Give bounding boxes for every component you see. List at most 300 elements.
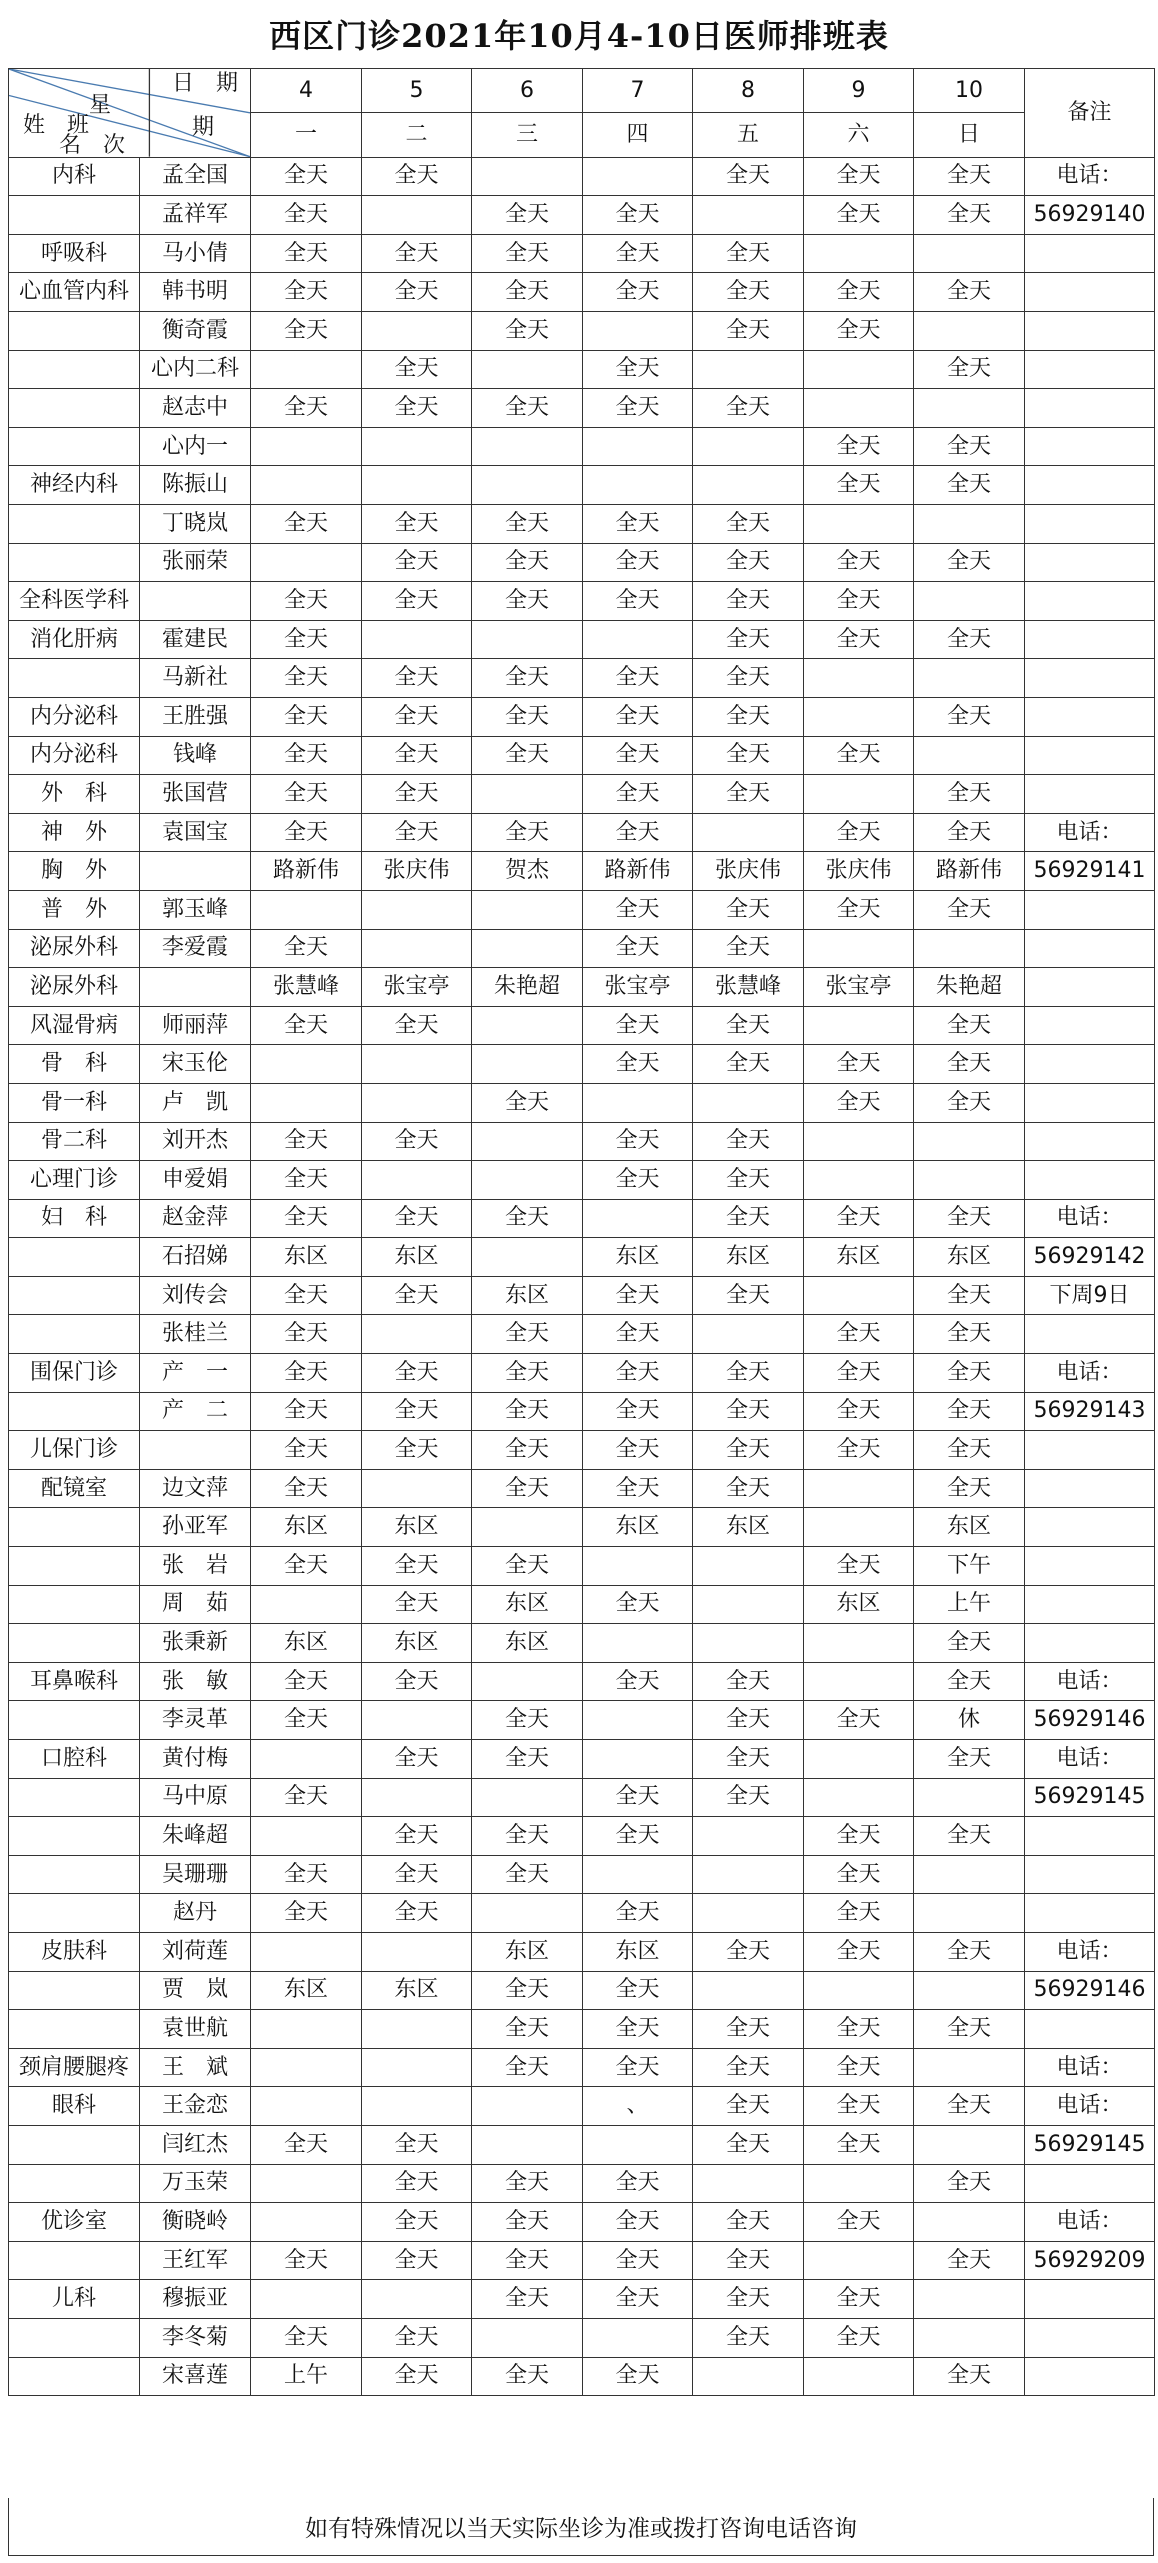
shift-cell: 全天 bbox=[583, 196, 693, 235]
shift-cell bbox=[583, 1547, 693, 1586]
date-cell: 10 bbox=[914, 69, 1025, 113]
shift-cell bbox=[693, 196, 804, 235]
schedule-row bbox=[9, 1122, 1155, 1161]
shift-cell bbox=[914, 2125, 1025, 2164]
shift-cell bbox=[583, 1083, 693, 1122]
remark-cell bbox=[1025, 1508, 1155, 1547]
shift-cell: 全天 bbox=[472, 2010, 583, 2049]
shift-cell: 全天 bbox=[583, 1354, 693, 1393]
shift-cell: 全天 bbox=[583, 2357, 693, 2396]
department-cell: 儿保门诊 bbox=[9, 1431, 140, 1470]
shift-cell: 全天 bbox=[914, 1276, 1025, 1315]
shift-cell: 全天 bbox=[583, 1276, 693, 1315]
shift-cell: 全天 bbox=[804, 813, 914, 852]
remark-cell bbox=[1025, 659, 1155, 698]
shift-cell: 全天 bbox=[362, 505, 472, 544]
doctor-name-cell: 产 一 bbox=[140, 1354, 251, 1393]
shift-cell: 全天 bbox=[804, 736, 914, 775]
shift-cell: 全天 bbox=[804, 1315, 914, 1354]
shift-cell: 全天 bbox=[804, 312, 914, 351]
remark-cell bbox=[1025, 1006, 1155, 1045]
remark-cell: 56929209 bbox=[1025, 2241, 1155, 2280]
schedule-row bbox=[9, 929, 1155, 968]
department-cell bbox=[9, 427, 140, 466]
schedule-row bbox=[9, 312, 1155, 351]
shift-cell bbox=[472, 1122, 583, 1161]
shift-cell: 全天 bbox=[914, 1431, 1025, 1470]
shift-cell: 全天 bbox=[804, 157, 914, 196]
shift-cell: 张宝亭 bbox=[583, 968, 693, 1007]
schedule-row bbox=[9, 736, 1155, 775]
shift-cell: 全天 bbox=[362, 1894, 472, 1933]
shift-cell: 全天 bbox=[583, 2241, 693, 2280]
remark-cell: 电话： bbox=[1025, 1354, 1155, 1393]
shift-cell: 全天 bbox=[251, 1276, 362, 1315]
shift-cell bbox=[914, 2203, 1025, 2242]
shift-cell: 全天 bbox=[693, 697, 804, 736]
shift-cell: 全天 bbox=[362, 813, 472, 852]
shift-cell bbox=[362, 1778, 472, 1817]
schedule-row bbox=[9, 1508, 1155, 1547]
shift-cell: 全天 bbox=[251, 1547, 362, 1586]
doctor-name-cell: 刘荷莲 bbox=[140, 1932, 251, 1971]
shift-cell: 朱艳超 bbox=[472, 968, 583, 1007]
doctor-name-cell: 赵志中 bbox=[140, 389, 251, 428]
shift-cell: 全天 bbox=[583, 1122, 693, 1161]
shift-cell: 全天 bbox=[583, 1469, 693, 1508]
shift-cell: 东区 bbox=[251, 1508, 362, 1547]
doctor-name-cell: 王胜强 bbox=[140, 697, 251, 736]
shift-cell bbox=[583, 312, 693, 351]
doctor-name-cell: 周 茹 bbox=[140, 1585, 251, 1624]
doctor-name-cell: 张丽荣 bbox=[140, 543, 251, 582]
schedule-row bbox=[9, 2048, 1155, 2087]
doctor-name-cell: 石招娣 bbox=[140, 1238, 251, 1277]
corner-name-label-2: 名 次 bbox=[59, 133, 126, 158]
shift-cell: 东区 bbox=[693, 1238, 804, 1277]
weekday-cell: 六 bbox=[804, 113, 914, 157]
shift-cell: 全天 bbox=[583, 1161, 693, 1200]
shift-cell bbox=[804, 505, 914, 544]
department-cell bbox=[9, 1778, 140, 1817]
doctor-name-cell: 闫红杰 bbox=[140, 2125, 251, 2164]
remark-cell: 电话： bbox=[1025, 1199, 1155, 1238]
schedule-table bbox=[8, 68, 1155, 2396]
schedule-row bbox=[9, 505, 1155, 544]
shift-cell: 全天 bbox=[362, 1392, 472, 1431]
shift-cell bbox=[472, 157, 583, 196]
department-cell: 妇 科 bbox=[9, 1199, 140, 1238]
schedule-row bbox=[9, 2357, 1155, 2396]
shift-cell bbox=[362, 427, 472, 466]
shift-cell: 全天 bbox=[804, 196, 914, 235]
shift-cell: 东区 bbox=[804, 1585, 914, 1624]
shift-cell: 全天 bbox=[583, 2280, 693, 2319]
shift-cell: 全天 bbox=[914, 2357, 1025, 2396]
shift-cell: 全天 bbox=[472, 697, 583, 736]
shift-cell: 全天 bbox=[472, 1469, 583, 1508]
doctor-name-cell: 宋喜莲 bbox=[140, 2357, 251, 2396]
remark-cell bbox=[1025, 273, 1155, 312]
doctor-name-cell: 孙亚军 bbox=[140, 1508, 251, 1547]
shift-cell: 全天 bbox=[914, 620, 1025, 659]
doctor-name-cell bbox=[140, 968, 251, 1007]
shift-cell: 全天 bbox=[804, 273, 914, 312]
shift-cell: 全天 bbox=[362, 697, 472, 736]
department-cell: 内分泌科 bbox=[9, 697, 140, 736]
remark-cell: 56929142 bbox=[1025, 1238, 1155, 1277]
shift-cell: 全天 bbox=[362, 1817, 472, 1856]
shift-cell: 全天 bbox=[251, 697, 362, 736]
shift-cell: 全天 bbox=[362, 389, 472, 428]
remark-cell bbox=[1025, 2318, 1155, 2357]
shift-cell: 全天 bbox=[583, 505, 693, 544]
remark-cell bbox=[1025, 1469, 1155, 1508]
schedule-row bbox=[9, 775, 1155, 814]
shift-cell bbox=[362, 929, 472, 968]
shift-cell bbox=[472, 1161, 583, 1200]
shift-cell: 全天 bbox=[804, 2318, 914, 2357]
department-cell bbox=[9, 350, 140, 389]
remark-cell bbox=[1025, 1547, 1155, 1586]
schedule-row bbox=[9, 620, 1155, 659]
doctor-name-cell: 陈振山 bbox=[140, 466, 251, 505]
shift-cell bbox=[583, 1740, 693, 1779]
department-cell: 围保门诊 bbox=[9, 1354, 140, 1393]
shift-cell: 全天 bbox=[914, 2087, 1025, 2126]
shift-cell: 全天 bbox=[583, 929, 693, 968]
shift-cell: 全天 bbox=[362, 2241, 472, 2280]
doctor-name-cell: 丁晓岚 bbox=[140, 505, 251, 544]
doctor-name-cell: 赵丹 bbox=[140, 1894, 251, 1933]
doctor-name-cell: 孟祥军 bbox=[140, 196, 251, 235]
shift-cell: 全天 bbox=[251, 620, 362, 659]
shift-cell: 全天 bbox=[804, 1701, 914, 1740]
shift-cell bbox=[693, 1855, 804, 1894]
schedule-row bbox=[9, 234, 1155, 273]
department-cell: 皮肤科 bbox=[9, 1932, 140, 1971]
shift-cell: 全天 bbox=[583, 1894, 693, 1933]
shift-cell bbox=[251, 427, 362, 466]
shift-cell: 全天 bbox=[362, 2164, 472, 2203]
shift-cell bbox=[804, 350, 914, 389]
schedule-row bbox=[9, 1817, 1155, 1856]
shift-cell: 朱艳超 bbox=[914, 968, 1025, 1007]
shift-cell: 全天 bbox=[251, 1161, 362, 1200]
remark-cell bbox=[1025, 1624, 1155, 1663]
schedule-row bbox=[9, 1894, 1155, 1933]
shift-cell bbox=[472, 1045, 583, 1084]
shift-cell: 全天 bbox=[914, 1932, 1025, 1971]
remark-cell: 下周9日 bbox=[1025, 1276, 1155, 1315]
shift-cell: 全天 bbox=[583, 1778, 693, 1817]
shift-cell bbox=[251, 1045, 362, 1084]
shift-cell: 全天 bbox=[693, 1276, 804, 1315]
remark-cell bbox=[1025, 1161, 1155, 1200]
shift-cell: 全天 bbox=[583, 234, 693, 273]
doctor-name-cell: 张桂兰 bbox=[140, 1315, 251, 1354]
shift-cell: 全天 bbox=[362, 1122, 472, 1161]
doctor-name-cell bbox=[140, 1431, 251, 1470]
shift-cell: 全天 bbox=[251, 312, 362, 351]
shift-cell: 全天 bbox=[583, 543, 693, 582]
department-cell bbox=[9, 2010, 140, 2049]
remark-cell bbox=[1025, 736, 1155, 775]
shift-cell: 全天 bbox=[472, 1701, 583, 1740]
shift-cell: 全天 bbox=[362, 1855, 472, 1894]
shift-cell bbox=[583, 1624, 693, 1663]
department-cell bbox=[9, 1701, 140, 1740]
shift-cell: 全天 bbox=[472, 1354, 583, 1393]
schedule-row bbox=[9, 1238, 1155, 1277]
department-cell: 呼吸科 bbox=[9, 234, 140, 273]
shift-cell: 全天 bbox=[693, 1122, 804, 1161]
shift-cell bbox=[693, 427, 804, 466]
shift-cell: 全天 bbox=[914, 1624, 1025, 1663]
schedule-row bbox=[9, 2280, 1155, 2319]
shift-cell bbox=[472, 2125, 583, 2164]
footer-note: 如有特殊情况以当天实际坐诊为准或拨打咨询电话咨询 bbox=[8, 2498, 1154, 2556]
department-cell bbox=[9, 2125, 140, 2164]
department-cell: 骨 科 bbox=[9, 1045, 140, 1084]
shift-cell: 全天 bbox=[914, 1199, 1025, 1238]
page-title: 西区门诊2021年10月4-10日医师排班表 bbox=[269, 17, 889, 55]
shift-cell bbox=[804, 389, 914, 428]
shift-cell: 全天 bbox=[362, 350, 472, 389]
department-cell: 风湿骨病 bbox=[9, 1006, 140, 1045]
shift-cell bbox=[583, 1701, 693, 1740]
remark-cell bbox=[1025, 1817, 1155, 1856]
schedule-row bbox=[9, 389, 1155, 428]
shift-cell bbox=[472, 427, 583, 466]
shift-cell: 全天 bbox=[362, 1662, 472, 1701]
shift-cell: 全天 bbox=[472, 2280, 583, 2319]
shift-cell: 全天 bbox=[472, 1817, 583, 1856]
doctor-name-cell: 马新社 bbox=[140, 659, 251, 698]
shift-cell bbox=[362, 890, 472, 929]
doctor-name-cell: 王 斌 bbox=[140, 2048, 251, 2087]
schedule-row bbox=[9, 1932, 1155, 1971]
shift-cell bbox=[693, 466, 804, 505]
remark-cell: 56929143 bbox=[1025, 1392, 1155, 1431]
shift-cell: 全天 bbox=[693, 273, 804, 312]
shift-cell bbox=[472, 2087, 583, 2126]
shift-cell: 全天 bbox=[583, 1431, 693, 1470]
shift-cell bbox=[804, 1624, 914, 1663]
shift-cell: 全天 bbox=[914, 1354, 1025, 1393]
department-cell bbox=[9, 389, 140, 428]
shift-cell: 全天 bbox=[693, 1354, 804, 1393]
remark-cell: 电话： bbox=[1025, 157, 1155, 196]
shift-cell: 全天 bbox=[583, 2203, 693, 2242]
schedule-row bbox=[9, 1624, 1155, 1663]
shift-cell: 全天 bbox=[251, 1662, 362, 1701]
weekday-cell: 五 bbox=[693, 113, 804, 157]
shift-cell: 全天 bbox=[914, 813, 1025, 852]
department-cell: 泌尿外科 bbox=[9, 968, 140, 1007]
shift-cell: 张慧峰 bbox=[693, 968, 804, 1007]
shift-cell: 全天 bbox=[693, 1701, 804, 1740]
shift-cell bbox=[583, 427, 693, 466]
shift-cell: 全天 bbox=[251, 1778, 362, 1817]
shift-cell bbox=[472, 1894, 583, 1933]
shift-cell bbox=[251, 1585, 362, 1624]
shift-cell: 全天 bbox=[251, 1006, 362, 1045]
department-cell: 优诊室 bbox=[9, 2203, 140, 2242]
shift-cell: 全天 bbox=[251, 659, 362, 698]
doctor-name-cell: 心内一 bbox=[140, 427, 251, 466]
department-cell: 神经内科 bbox=[9, 466, 140, 505]
shift-cell bbox=[251, 1740, 362, 1779]
department-cell: 普 外 bbox=[9, 890, 140, 929]
doctor-name-cell bbox=[140, 852, 251, 891]
shift-cell: 全天 bbox=[251, 813, 362, 852]
shift-cell: 全天 bbox=[914, 1662, 1025, 1701]
shift-cell bbox=[914, 505, 1025, 544]
shift-cell: 全天 bbox=[583, 1817, 693, 1856]
shift-cell: 全天 bbox=[583, 1315, 693, 1354]
shift-cell: 全天 bbox=[804, 1894, 914, 1933]
schedule-row bbox=[9, 968, 1155, 1007]
shift-cell: 休 bbox=[914, 1701, 1025, 1740]
shift-cell: 全天 bbox=[472, 1547, 583, 1586]
shift-cell: 张宝亭 bbox=[362, 968, 472, 1007]
department-cell bbox=[9, 1547, 140, 1586]
schedule-row bbox=[9, 157, 1155, 196]
shift-cell: 全天 bbox=[693, 1740, 804, 1779]
shift-cell: 全天 bbox=[804, 1932, 914, 1971]
schedule-row bbox=[9, 2010, 1155, 2049]
schedule-row bbox=[9, 890, 1155, 929]
department-cell bbox=[9, 1817, 140, 1856]
corner-name-label-1: 姓 班 bbox=[23, 113, 90, 138]
shift-cell: 全天 bbox=[362, 273, 472, 312]
doctor-name-cell bbox=[140, 582, 251, 621]
shift-cell bbox=[472, 929, 583, 968]
shift-cell: 东区 bbox=[472, 1624, 583, 1663]
shift-cell: 全天 bbox=[804, 1431, 914, 1470]
shift-cell: 全天 bbox=[693, 582, 804, 621]
remark-cell bbox=[1025, 505, 1155, 544]
shift-cell: 东区 bbox=[914, 1508, 1025, 1547]
shift-cell: 全天 bbox=[693, 659, 804, 698]
department-cell: 耳鼻喉科 bbox=[9, 1662, 140, 1701]
remark-cell: 56929140 bbox=[1025, 196, 1155, 235]
doctor-name-cell: 宋玉伦 bbox=[140, 1045, 251, 1084]
shift-cell: 全天 bbox=[362, 1276, 472, 1315]
shift-cell bbox=[804, 1740, 914, 1779]
shift-cell: 全天 bbox=[804, 1547, 914, 1586]
remark-cell: 56929145 bbox=[1025, 1778, 1155, 1817]
remark-cell bbox=[1025, 312, 1155, 351]
shift-cell bbox=[362, 2280, 472, 2319]
shift-cell: 全天 bbox=[251, 2125, 362, 2164]
doctor-name-cell: 衡奇霞 bbox=[140, 312, 251, 351]
shift-cell: 、 bbox=[583, 2087, 693, 2126]
shift-cell: 全天 bbox=[583, 697, 693, 736]
department-cell bbox=[9, 312, 140, 351]
shift-cell: 东区 bbox=[472, 1932, 583, 1971]
shift-cell bbox=[472, 1508, 583, 1547]
remark-cell bbox=[1025, 1045, 1155, 1084]
shift-cell bbox=[362, 1315, 472, 1354]
shift-cell: 全天 bbox=[914, 2010, 1025, 2049]
shift-cell bbox=[914, 659, 1025, 698]
doctor-name-cell: 张 敏 bbox=[140, 1662, 251, 1701]
schedule-row bbox=[9, 2125, 1155, 2164]
shift-cell: 东区 bbox=[251, 1238, 362, 1277]
schedule-row bbox=[9, 1006, 1155, 1045]
date-cell: 6 bbox=[472, 69, 583, 113]
shift-cell: 全天 bbox=[251, 929, 362, 968]
shift-cell bbox=[362, 1932, 472, 1971]
shift-cell: 全天 bbox=[583, 1045, 693, 1084]
shift-cell: 全天 bbox=[804, 890, 914, 929]
shift-cell: 上午 bbox=[914, 1585, 1025, 1624]
schedule-row bbox=[9, 1701, 1155, 1740]
shift-cell: 全天 bbox=[362, 775, 472, 814]
shift-cell: 全天 bbox=[362, 1006, 472, 1045]
shift-cell: 全天 bbox=[583, 1971, 693, 2010]
shift-cell: 全天 bbox=[362, 234, 472, 273]
remark-cell bbox=[1025, 697, 1155, 736]
remark-cell bbox=[1025, 1585, 1155, 1624]
remark-cell bbox=[1025, 466, 1155, 505]
schedule-row bbox=[9, 813, 1155, 852]
shift-cell bbox=[914, 736, 1025, 775]
shift-cell: 东区 bbox=[362, 1624, 472, 1663]
shift-cell: 东区 bbox=[472, 1585, 583, 1624]
shift-cell: 全天 bbox=[914, 1045, 1025, 1084]
shift-cell bbox=[804, 234, 914, 273]
department-cell: 颈肩腰腿疼 bbox=[9, 2048, 140, 2087]
shift-cell: 全天 bbox=[914, 196, 1025, 235]
remark-cell bbox=[1025, 929, 1155, 968]
department-cell bbox=[9, 659, 140, 698]
shift-cell bbox=[914, 1122, 1025, 1161]
remark-cell bbox=[1025, 620, 1155, 659]
doctor-name-cell: 心内二科 bbox=[140, 350, 251, 389]
shift-cell bbox=[804, 1122, 914, 1161]
shift-cell bbox=[693, 350, 804, 389]
doctor-name-cell: 袁世航 bbox=[140, 2010, 251, 2049]
doctor-name-cell: 申爱娟 bbox=[140, 1161, 251, 1200]
shift-cell: 张宝亭 bbox=[804, 968, 914, 1007]
shift-cell: 张慧峰 bbox=[251, 968, 362, 1007]
shift-cell: 下午 bbox=[914, 1547, 1025, 1586]
shift-cell: 东区 bbox=[583, 1238, 693, 1277]
shift-cell: 全天 bbox=[693, 736, 804, 775]
remark-cell bbox=[1025, 350, 1155, 389]
date-cell: 8 bbox=[693, 69, 804, 113]
remark-cell: 电话： bbox=[1025, 813, 1155, 852]
shift-cell: 全天 bbox=[472, 1855, 583, 1894]
shift-cell: 全天 bbox=[472, 312, 583, 351]
department-cell bbox=[9, 2164, 140, 2203]
shift-cell: 全天 bbox=[472, 273, 583, 312]
shift-cell: 全天 bbox=[914, 1315, 1025, 1354]
shift-cell: 全天 bbox=[914, 273, 1025, 312]
shift-cell: 全天 bbox=[251, 2241, 362, 2280]
shift-cell: 东区 bbox=[362, 1971, 472, 2010]
schedule-row bbox=[9, 1547, 1155, 1586]
shift-cell: 全天 bbox=[693, 389, 804, 428]
schedule-row bbox=[9, 1778, 1155, 1817]
shift-cell: 全天 bbox=[583, 890, 693, 929]
shift-cell: 全天 bbox=[362, 2203, 472, 2242]
shift-cell: 全天 bbox=[804, 1199, 914, 1238]
department-cell: 心理门诊 bbox=[9, 1161, 140, 1200]
